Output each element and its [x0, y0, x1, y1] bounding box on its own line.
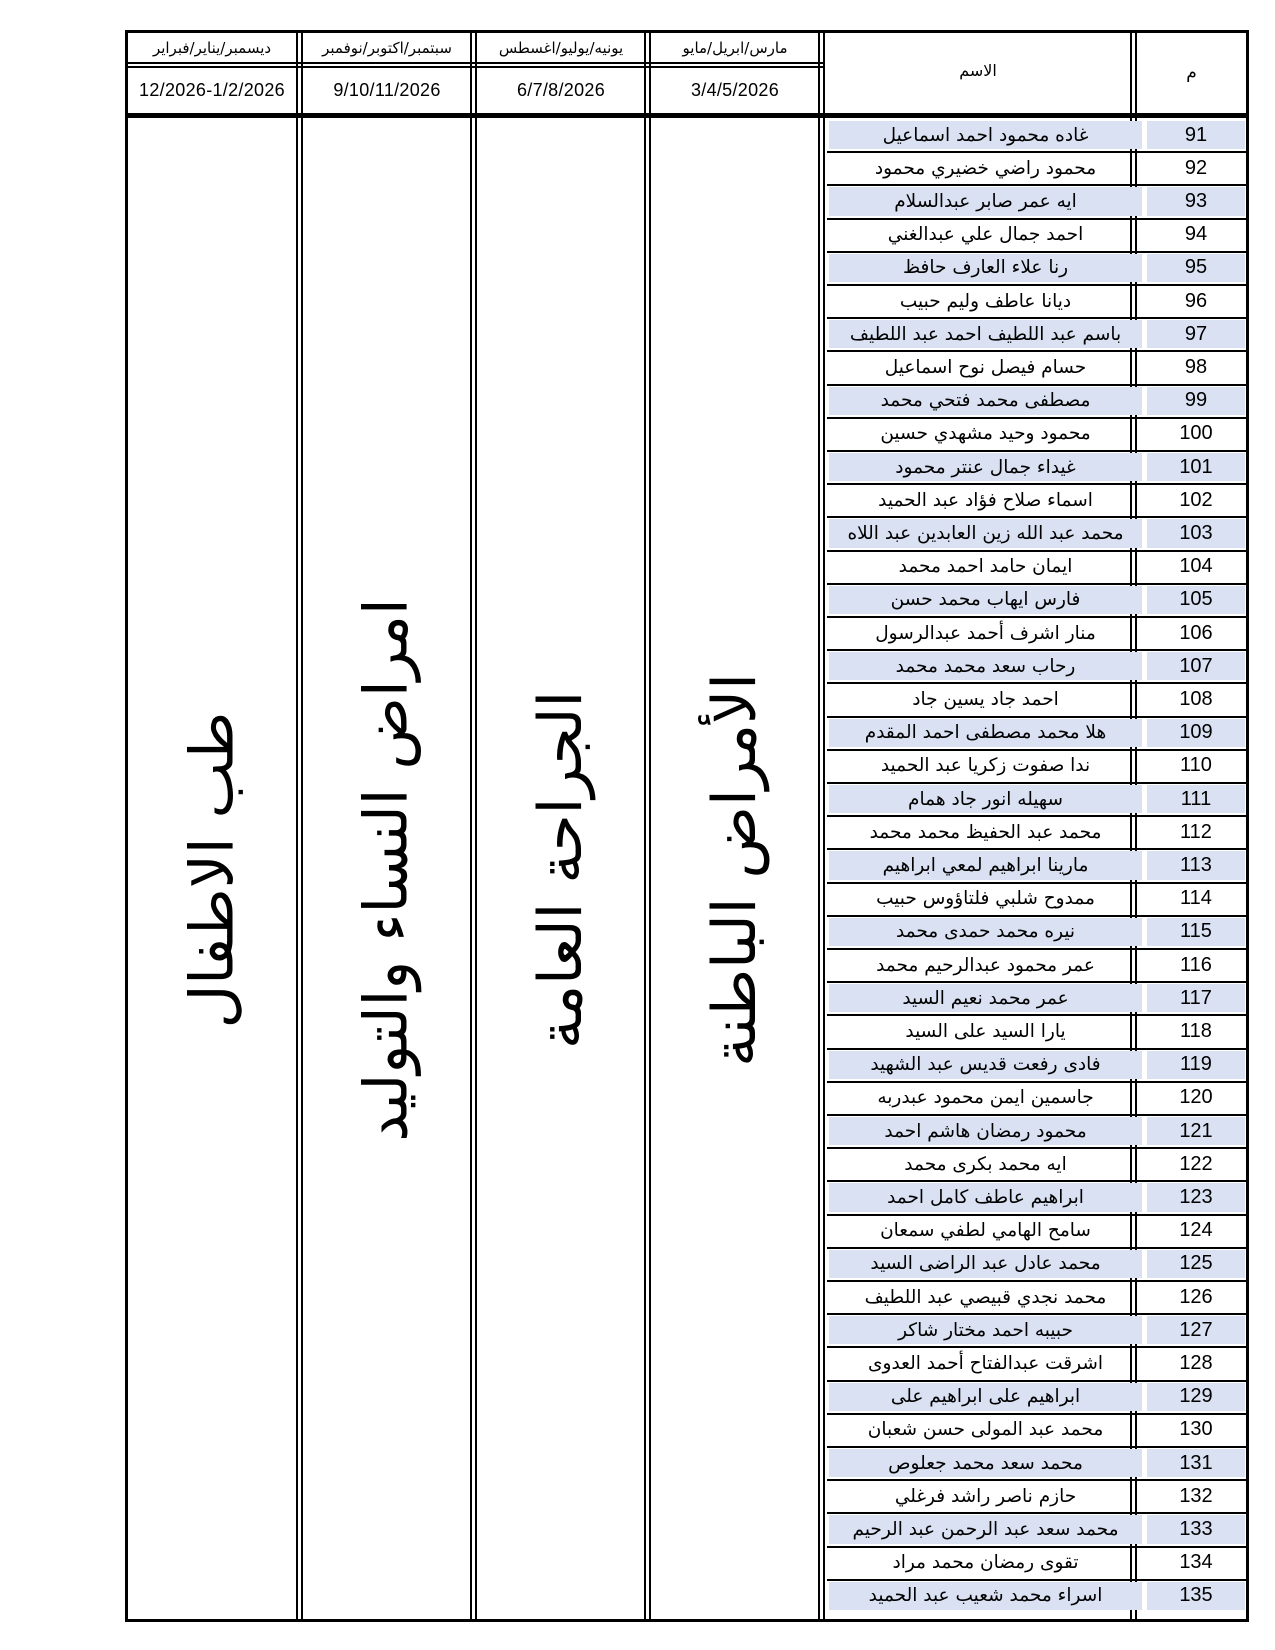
row-name: اشرقت عبدالفتاح أحمد العدوى	[868, 1352, 1103, 1374]
row-name: محمود راضي خضيري محمود	[874, 157, 1097, 179]
row-divider	[827, 450, 1249, 452]
row-divider	[827, 1014, 1249, 1016]
row-divider	[827, 848, 1249, 850]
row-divider	[827, 317, 1249, 319]
row-name: حسام فيصل نوح اسماعيل	[884, 356, 1087, 378]
period-3-dates: 9/10/11/2026	[333, 79, 441, 100]
row-number: 115	[1147, 918, 1245, 946]
row-name: محمود وحيد مشهدي حسين	[880, 423, 1091, 445]
row-name: يارا السيد على السيد	[905, 1020, 1066, 1042]
row-divider	[827, 284, 1249, 286]
period-4-dates: 12/2026-1/2/2026	[139, 79, 285, 100]
row-name: ممدوح شلبي فلتاؤوس حبيب	[876, 888, 1095, 910]
row-divider	[827, 782, 1249, 784]
row-name: محمد نجدي قبيصي عبد اللطيف	[864, 1286, 1107, 1308]
row-number: 125	[1147, 1250, 1245, 1278]
row-divider	[827, 350, 1249, 352]
row-number: 114	[1180, 887, 1212, 910]
row-name: محمد عادل عبد الراضى السيد	[829, 1250, 1142, 1278]
row-number: 133	[1147, 1515, 1245, 1543]
row-number: 127	[1147, 1316, 1245, 1344]
row-divider	[827, 1479, 1249, 1481]
row-divider	[827, 1413, 1249, 1415]
number-column-header: م	[1186, 63, 1197, 83]
row-divider	[827, 251, 1249, 253]
row-number: 102	[1179, 488, 1213, 511]
row-name: رنا علاء العارف حافظ	[829, 254, 1142, 282]
row-number: 98	[1184, 355, 1208, 378]
row-divider	[827, 1180, 1249, 1182]
row-number: 100	[1179, 422, 1213, 445]
row-divider	[827, 1214, 1249, 1216]
row-name: غاده محمود احمد اسماعيل	[829, 121, 1142, 149]
row-name: حبيبه احمد مختار شاكر	[829, 1316, 1142, 1344]
row-name: عمر محمود عبدالرحيم محمد	[876, 954, 1095, 976]
row-divider	[827, 749, 1249, 751]
row-name: ديانا عاطف وليم حبيب	[899, 290, 1072, 312]
row-name: ايمان حامد احمد محمد	[898, 556, 1073, 578]
row-number: 124	[1179, 1219, 1213, 1242]
row-name: ابراهيم على ابراهيم على	[829, 1383, 1142, 1411]
row-number: 130	[1179, 1418, 1213, 1441]
row-name: نيره محمد حمدى محمد	[829, 918, 1142, 946]
row-divider	[827, 550, 1249, 552]
row-name: عمر محمد نعيم السيد	[829, 984, 1142, 1012]
name-column-header: الاسم	[959, 61, 997, 80]
row-divider	[827, 218, 1249, 220]
row-name: جاسمين ايمن محمود عبدربه	[877, 1087, 1094, 1109]
row-number: 99	[1147, 387, 1245, 415]
period-2-dates: 6/7/8/2026	[516, 79, 606, 100]
row-number: 126	[1179, 1285, 1213, 1308]
row-name: ايه محمد بكرى محمد	[904, 1153, 1067, 1175]
department-label: الأمراض الباطنة	[700, 673, 770, 1067]
row-divider	[827, 1247, 1249, 1249]
row-number: 121	[1147, 1117, 1245, 1145]
row-number: 134	[1179, 1551, 1213, 1574]
row-name: حازم ناصر راشد فرغلي	[894, 1485, 1077, 1507]
row-number: 118	[1180, 1019, 1212, 1042]
department-internal-medicine	[652, 118, 818, 1622]
row-number: 97	[1147, 320, 1245, 348]
row-number: 132	[1179, 1484, 1213, 1507]
row-number: 116	[1180, 953, 1212, 976]
row-divider	[827, 882, 1249, 884]
row-name: محمود رمضان هاشم احمد	[829, 1117, 1142, 1145]
row-divider	[827, 649, 1249, 651]
row-name: محمد سعد عبد الرحمن عبد الرحيم	[829, 1515, 1142, 1543]
row-name: فارس ايهاب محمد حسن	[829, 586, 1142, 614]
row-name: سامح الهامي لطفي سمعان	[880, 1220, 1091, 1242]
row-number: 122	[1179, 1152, 1213, 1175]
row-name: رحاب سعد محمد محمد	[829, 652, 1142, 680]
row-number: 135	[1147, 1582, 1245, 1610]
row-name: محمد عبد الله زين العابدين عبد اللاه	[829, 519, 1142, 547]
row-name: غيداء جمال عنتر محمود	[829, 453, 1142, 481]
row-divider	[827, 948, 1249, 950]
row-divider	[827, 384, 1249, 386]
row-divider	[827, 483, 1249, 485]
row-number: 109	[1147, 719, 1245, 747]
row-divider	[827, 583, 1249, 585]
row-number: 94	[1184, 223, 1208, 246]
department-label: الجراحة العامة	[526, 690, 596, 1050]
row-name: فادى رفعت قديس عبد الشهيد	[829, 1051, 1142, 1079]
row-number: 113	[1147, 851, 1245, 879]
row-divider	[827, 151, 1249, 153]
row-number: 110	[1180, 754, 1212, 777]
row-name: احمد جاد يسين جاد	[912, 688, 1059, 710]
column-divider	[644, 30, 646, 1622]
row-name: محمد عبد الحفيظ محمد محمد	[869, 821, 1102, 843]
row-name: مصطفى محمد فتحي محمد	[829, 387, 1142, 415]
row-number: 108	[1179, 687, 1213, 710]
row-name: ابراهيم عاطف كامل احمد	[829, 1183, 1142, 1211]
row-name: ندا صفوت زكريا عبد الحميد	[880, 755, 1091, 777]
row-divider	[827, 682, 1249, 684]
row-number: 111	[1147, 785, 1245, 813]
row-number: 92	[1184, 156, 1208, 179]
column-divider	[475, 30, 477, 1622]
row-name: هلا محمد مصطفى احمد المقدم	[829, 719, 1142, 747]
row-divider	[827, 981, 1249, 983]
header-subdivider	[125, 62, 825, 64]
row-number: 91	[1147, 121, 1245, 149]
row-divider	[827, 1280, 1249, 1282]
row-divider	[827, 1546, 1249, 1548]
column-divider	[301, 30, 303, 1622]
row-number: 128	[1179, 1351, 1213, 1374]
row-divider	[827, 516, 1249, 518]
row-divider	[827, 915, 1249, 917]
row-number: 104	[1179, 555, 1213, 578]
row-name: منار اشرف أحمد عبدالرسول	[875, 622, 1096, 644]
row-number: 93	[1147, 187, 1245, 215]
row-number: 117	[1147, 984, 1245, 1012]
row-number: 106	[1179, 621, 1213, 644]
period-2-months: يونيه/يوليو/اغسطس	[498, 38, 624, 57]
row-name: باسم عبد اللطيف احمد عبد اللطيف	[829, 320, 1142, 348]
row-name: محمد سعد محمد جعلوص	[829, 1449, 1142, 1477]
department-obstetrics-gynecology	[304, 118, 470, 1622]
department-label: طب الاطفال	[177, 711, 247, 1029]
department-label: امراض النساء والتوليد	[352, 598, 423, 1142]
row-divider	[827, 1346, 1249, 1348]
period-1-dates: 3/4/5/2026	[690, 79, 780, 100]
row-divider	[827, 1313, 1249, 1315]
row-number: 119	[1147, 1051, 1245, 1079]
row-divider	[827, 1446, 1249, 1448]
row-divider	[827, 716, 1249, 718]
period-4-months: ديسمبر/يناير/فبراير	[152, 38, 272, 57]
row-name: تقوى رمضان محمد مراد	[892, 1552, 1079, 1574]
row-divider	[827, 815, 1249, 817]
row-name: ايه عمر صابر عبدالسلام	[829, 187, 1142, 215]
row-name: مارينا ابراهيم لمعي ابراهيم	[829, 851, 1142, 879]
row-number: 103	[1147, 519, 1245, 547]
row-name: اسراء محمد شعيب عبد الحميد	[829, 1582, 1142, 1610]
column-divider	[823, 30, 825, 1622]
row-divider	[827, 1081, 1249, 1083]
row-divider	[827, 1048, 1249, 1050]
row-divider	[827, 1114, 1249, 1116]
row-number: 129	[1147, 1383, 1245, 1411]
row-name: سهيله انور جاد همام	[829, 785, 1142, 813]
column-divider	[470, 30, 472, 1622]
row-name: اسماء صلاح فؤاد عبد الحميد	[878, 489, 1093, 511]
row-number: 120	[1179, 1086, 1213, 1109]
row-number: 96	[1184, 289, 1208, 312]
row-number: 101	[1147, 453, 1245, 481]
row-number: 105	[1147, 586, 1245, 614]
row-number: 107	[1147, 652, 1245, 680]
column-divider	[818, 30, 820, 1622]
row-number: 123	[1147, 1183, 1245, 1211]
row-divider	[827, 417, 1249, 419]
row-divider	[827, 184, 1249, 186]
period-3-months: سبتمبر/اكتوبر/نوفمبر	[322, 38, 452, 57]
row-divider	[827, 1512, 1249, 1514]
department-pediatrics	[128, 118, 296, 1622]
column-divider	[296, 30, 298, 1622]
column-divider	[649, 30, 651, 1622]
row-number: 131	[1147, 1449, 1245, 1477]
row-divider	[827, 1380, 1249, 1382]
row-divider	[827, 1579, 1249, 1581]
row-name: محمد عبد المولى حسن شعبان	[867, 1419, 1104, 1441]
row-number: 95	[1147, 254, 1245, 282]
row-number: 112	[1180, 820, 1212, 843]
row-divider	[827, 616, 1249, 618]
department-general-surgery	[478, 118, 644, 1622]
row-name: احمد جمال علي عبدالغني	[887, 224, 1084, 246]
period-1-months: مارس/ابريل/مايو	[682, 38, 788, 57]
row-divider	[827, 1147, 1249, 1149]
